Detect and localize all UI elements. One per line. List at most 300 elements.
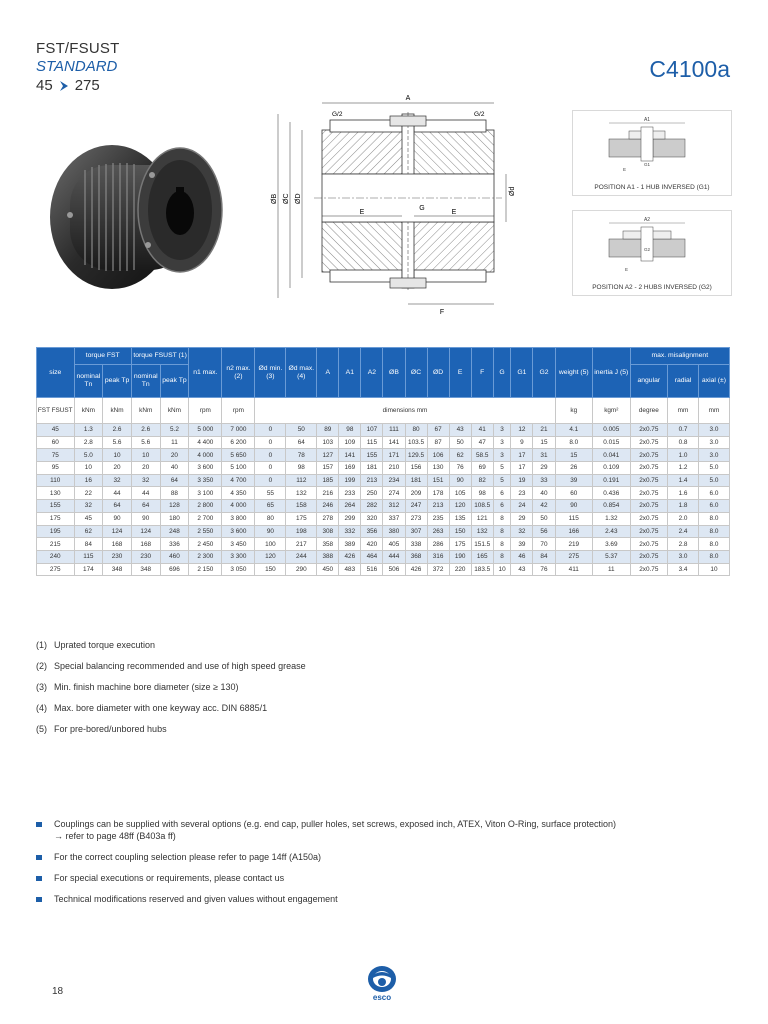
cell-g1: 17 — [511, 462, 533, 475]
cell-f: 58.5 — [471, 449, 493, 462]
cell-g1: 39 — [511, 538, 533, 551]
cell-od-min: 80 — [255, 512, 286, 525]
cell-f: 98 — [471, 487, 493, 500]
dim-bore-label: Ød — [509, 186, 516, 196]
cell-od-min: 0 — [255, 424, 286, 437]
cell-radial: 3.4 — [668, 563, 699, 576]
cell-a1: 332 — [339, 525, 361, 538]
cell-axial: 10 — [698, 563, 729, 576]
cell-axial: 8.0 — [698, 525, 729, 538]
table-row — [37, 512, 730, 525]
cell-a1: 426 — [339, 550, 361, 563]
position-a2-sketch — [573, 211, 731, 275]
cell-radial: 1.4 — [668, 474, 699, 487]
cell-angular: 2x0.75 — [630, 512, 668, 525]
cell-g: 5 — [493, 462, 511, 475]
cell-fsust-nominal: 124 — [131, 525, 160, 538]
bullet-item — [36, 818, 616, 842]
cell-g2: 15 — [533, 436, 555, 449]
table-row — [37, 436, 730, 449]
cell-e: 175 — [449, 538, 471, 551]
position-a1-diagram — [572, 110, 732, 196]
cell-inertia: 5.37 — [593, 550, 631, 563]
arrow-right-icon — [59, 80, 69, 92]
cell-g2: 50 — [533, 512, 555, 525]
bullet-text: For the correct coupling selection please refer to page 14ff (A150a) — [54, 852, 321, 862]
footnote-text: Min. finish machine bore diameter (size ≥ 130) — [54, 682, 239, 692]
cell-fst-nominal: 10 — [74, 462, 103, 475]
footnote-text: Uprated torque execution — [54, 640, 156, 650]
range-from: 45 — [36, 77, 53, 94]
cell-fsust-peak: 460 — [160, 550, 189, 563]
unit-knm: kNm — [131, 398, 160, 424]
col-a1: A1 — [339, 348, 361, 398]
cell-n2: 5 100 — [222, 462, 255, 475]
cell-g: 10 — [493, 563, 511, 576]
cell-oc: 209 — [405, 487, 427, 500]
cell-fst-nominal: 62 — [74, 525, 103, 538]
cell-fst-peak: 90 — [103, 512, 132, 525]
cell-inertia: 0.854 — [593, 500, 631, 513]
cell-a: 278 — [317, 512, 339, 525]
cell-radial: 2.0 — [668, 512, 699, 525]
a1-dim-label: A1 — [643, 117, 651, 123]
cell-fst-nominal: 84 — [74, 538, 103, 551]
cell-e: 135 — [449, 512, 471, 525]
col-g2: G2 — [533, 348, 555, 398]
cell-fst-peak: 168 — [103, 538, 132, 551]
cell-fsust-nominal: 2.6 — [131, 424, 160, 437]
cell-size: 175 — [37, 512, 75, 525]
cell-a2: 420 — [361, 538, 383, 551]
position-a1-caption: POSITION A1 - 1 HUB INVERSED (G1) — [594, 184, 710, 191]
cell-weight: 39 — [555, 474, 593, 487]
cell-e: 120 — [449, 500, 471, 513]
cell-a1: 389 — [339, 538, 361, 551]
unit-rpm: rpm — [222, 398, 255, 424]
cell-inertia: 3.69 — [593, 538, 631, 551]
cell-n1: 3 100 — [189, 487, 222, 500]
cell-fst-peak: 230 — [103, 550, 132, 563]
cell-ob: 405 — [383, 538, 405, 551]
cell-a2: 107 — [361, 424, 383, 437]
cell-size: 195 — [37, 525, 75, 538]
cell-radial: 0.7 — [668, 424, 699, 437]
cell-a1: 199 — [339, 474, 361, 487]
coupling-section-drawing — [262, 92, 558, 318]
cell-od-max: 198 — [286, 525, 317, 538]
cell-od: 130 — [427, 462, 449, 475]
cell-od-max: 175 — [286, 512, 317, 525]
cell-oc: 426 — [405, 563, 427, 576]
col-radial: radial — [668, 365, 699, 398]
cell-a1: 483 — [339, 563, 361, 576]
esco-logo — [366, 964, 398, 1004]
cell-g2: 56 — [533, 525, 555, 538]
cell-g1: 19 — [511, 474, 533, 487]
cell-a2: 356 — [361, 525, 383, 538]
dim-g2-left-label: G/2 — [332, 111, 343, 118]
cell-fst-nominal: 115 — [74, 550, 103, 563]
cell-fst-peak: 44 — [103, 487, 132, 500]
cell-fsust-peak: 11 — [160, 436, 189, 449]
cell-g2: 84 — [533, 550, 555, 563]
cell-fst-nominal: 1.3 — [74, 424, 103, 437]
cell-ob: 506 — [383, 563, 405, 576]
cell-a2: 115 — [361, 436, 383, 449]
cell-angular: 2x0.75 — [630, 500, 668, 513]
range-to: 275 — [74, 77, 100, 94]
cell-od: 87 — [427, 436, 449, 449]
col-a: A — [317, 348, 339, 398]
cell-n2: 5 650 — [222, 449, 255, 462]
cell-n1: 2 550 — [189, 525, 222, 538]
dim-g-label: G — [419, 205, 425, 212]
cell-f: 82 — [471, 474, 493, 487]
cell-a2: 320 — [361, 512, 383, 525]
cell-n1: 2 300 — [189, 550, 222, 563]
cell-inertia: 0.015 — [593, 436, 631, 449]
cell-inertia: 0.005 — [593, 424, 631, 437]
cell-a2: 464 — [361, 550, 383, 563]
cell-weight: 166 — [555, 525, 593, 538]
esco-logo-icon — [366, 964, 398, 994]
col-f: F — [471, 348, 493, 398]
col-torque-fst: torque FST — [74, 348, 131, 365]
cell-fst-peak: 5.6 — [103, 436, 132, 449]
col-a2: A2 — [361, 348, 383, 398]
cell-angular: 2x0.75 — [630, 550, 668, 563]
cell-fst-nominal: 2.8 — [74, 436, 103, 449]
a1-g-label: G1 — [643, 162, 651, 167]
cell-a2: 213 — [361, 474, 383, 487]
cell-weight: 411 — [555, 563, 593, 576]
dim-a-label: A — [405, 95, 411, 102]
cell-f: 108.5 — [471, 500, 493, 513]
cell-ob: 141 — [383, 436, 405, 449]
cell-od-min: 0 — [255, 462, 286, 475]
cell-fst-nominal: 16 — [74, 474, 103, 487]
cell-a: 216 — [317, 487, 339, 500]
cell-ob: 274 — [383, 487, 405, 500]
cell-a1: 264 — [339, 500, 361, 513]
cell-g1: 23 — [511, 487, 533, 500]
cell-od-min: 0 — [255, 436, 286, 449]
cell-weight: 60 — [555, 487, 593, 500]
size-range — [36, 76, 119, 96]
cell-fst-peak: 32 — [103, 474, 132, 487]
cell-g: 8 — [493, 550, 511, 563]
cell-a: 89 — [317, 424, 339, 437]
cell-fsust-peak: 5.2 — [160, 424, 189, 437]
cell-g2: 31 — [533, 449, 555, 462]
cell-radial: 3.0 — [668, 550, 699, 563]
cell-fsust-peak: 336 — [160, 538, 189, 551]
cell-a1: 169 — [339, 462, 361, 475]
dim-g2-right-label: G/2 — [474, 111, 485, 118]
cell-od-max: 50 — [286, 424, 317, 437]
cell-od: 316 — [427, 550, 449, 563]
cell-n1: 2 800 — [189, 500, 222, 513]
cell-fsust-nominal: 90 — [131, 512, 160, 525]
cell-n1: 5 000 — [189, 424, 222, 437]
bullet-item — [36, 851, 616, 863]
cell-weight: 219 — [555, 538, 593, 551]
table-row — [37, 500, 730, 513]
cell-od-min: 120 — [255, 550, 286, 563]
cell-od-min: 65 — [255, 500, 286, 513]
cell-f: 41 — [471, 424, 493, 437]
cell-fsust-nominal: 168 — [131, 538, 160, 551]
cell-od: 286 — [427, 538, 449, 551]
dim-f-label: F — [439, 309, 445, 316]
col-od-max: Ød max. (4) — [286, 348, 317, 398]
cell-fsust-nominal: 44 — [131, 487, 160, 500]
cell-oc: 247 — [405, 500, 427, 513]
cell-radial: 1.0 — [668, 449, 699, 462]
table-row — [37, 487, 730, 500]
cell-oc: 103.5 — [405, 436, 427, 449]
cell-fsust-peak: 180 — [160, 512, 189, 525]
cell-f: 69 — [471, 462, 493, 475]
page-number: 18 — [52, 986, 64, 997]
cell-fst-peak: 10 — [103, 449, 132, 462]
cell-oc: 129.5 — [405, 449, 427, 462]
col-fsust-nominal: nominal Tn — [131, 365, 160, 398]
cell-fsust-nominal: 20 — [131, 462, 160, 475]
cell-ob: 171 — [383, 449, 405, 462]
cell-axial: 8.0 — [698, 550, 729, 563]
cell-a: 103 — [317, 436, 339, 449]
cell-a: 388 — [317, 550, 339, 563]
cell-od: 213 — [427, 500, 449, 513]
cell-fsust-nominal: 10 — [131, 449, 160, 462]
cell-oc: 307 — [405, 525, 427, 538]
cell-axial: 8.0 — [698, 538, 729, 551]
cell-od-max: 217 — [286, 538, 317, 551]
series-subtitle: STANDARD — [36, 58, 118, 75]
cell-weight: 275 — [555, 550, 593, 563]
cell-angular: 2x0.75 — [630, 436, 668, 449]
cell-g: 8 — [493, 538, 511, 551]
footnote — [36, 680, 306, 701]
cell-size: 75 — [37, 449, 75, 462]
cell-f: 47 — [471, 436, 493, 449]
cell-weight: 8.0 — [555, 436, 593, 449]
cell-g: 8 — [493, 512, 511, 525]
cell-od-max: 112 — [286, 474, 317, 487]
cell-e: 150 — [449, 525, 471, 538]
cell-f: 151.5 — [471, 538, 493, 551]
cell-fsust-nominal: 64 — [131, 500, 160, 513]
footnote-text: Max. bore diameter with one keyway acc. DIN 6885/1 — [54, 703, 268, 713]
cell-n2: 4 350 — [222, 487, 255, 500]
dim-ob-label: ØB — [271, 193, 278, 204]
cell-angular: 2x0.75 — [630, 424, 668, 437]
col-fst-peak: peak Tp — [103, 365, 132, 398]
cell-g2: 42 — [533, 500, 555, 513]
cell-axial: 3.0 — [698, 449, 729, 462]
cell-radial: 2.8 — [668, 538, 699, 551]
cell-f: 165 — [471, 550, 493, 563]
col-ob: ØB — [383, 348, 405, 398]
cell-axial: 5.0 — [698, 462, 729, 475]
bullet-text: Technical modifications reserved and given values without engagement — [54, 894, 338, 904]
bullet-item — [36, 872, 616, 884]
col-inertia: inertia J (5) — [593, 348, 631, 398]
cell-inertia: 0.109 — [593, 462, 631, 475]
cell-od-min: 100 — [255, 538, 286, 551]
col-g: G — [493, 348, 511, 398]
cell-f: 121 — [471, 512, 493, 525]
cell-a: 157 — [317, 462, 339, 475]
cell-a: 450 — [317, 563, 339, 576]
cell-a: 358 — [317, 538, 339, 551]
footnotes — [36, 638, 306, 743]
cell-e: 190 — [449, 550, 471, 563]
cell-a1: 233 — [339, 487, 361, 500]
col-e: E — [449, 348, 471, 398]
cell-od: 178 — [427, 487, 449, 500]
bullet-square-icon — [36, 876, 42, 881]
cell-g: 3 — [493, 424, 511, 437]
cell-oc: 181 — [405, 474, 427, 487]
cell-ob: 380 — [383, 525, 405, 538]
cell-od: 372 — [427, 563, 449, 576]
cell-fsust-nominal: 5.6 — [131, 436, 160, 449]
footnote-number: (3) — [36, 682, 47, 692]
cell-g2: 70 — [533, 538, 555, 551]
cell-a2: 181 — [361, 462, 383, 475]
cell-g2: 21 — [533, 424, 555, 437]
cell-ob: 444 — [383, 550, 405, 563]
footnote — [36, 701, 306, 722]
table-row — [37, 462, 730, 475]
cell-g: 5 — [493, 474, 511, 487]
dim-e-left-label: E — [359, 209, 365, 216]
cell-fsust-nominal: 348 — [131, 563, 160, 576]
cell-ob: 234 — [383, 474, 405, 487]
cell-g1: 29 — [511, 512, 533, 525]
cell-od-min: 0 — [255, 474, 286, 487]
cell-a2: 250 — [361, 487, 383, 500]
cell-angular: 2x0.75 — [630, 462, 668, 475]
cell-od-max: 244 — [286, 550, 317, 563]
cell-a1: 141 — [339, 449, 361, 462]
cell-fsust-peak: 696 — [160, 563, 189, 576]
cell-e: 62 — [449, 449, 471, 462]
cell-fst-peak: 348 — [103, 563, 132, 576]
cell-oc: 80 — [405, 424, 427, 437]
unit-knm: kNm — [103, 398, 132, 424]
cell-fst-nominal: 32 — [74, 500, 103, 513]
cell-fsust-peak: 20 — [160, 449, 189, 462]
cell-weight: 90 — [555, 500, 593, 513]
col-n1: n1 max. — [189, 348, 222, 398]
col-od-min: Ød min. (3) — [255, 348, 286, 398]
col-fst-nominal: nominal Tn — [74, 365, 103, 398]
cell-a1: 109 — [339, 436, 361, 449]
cell-inertia: 0.436 — [593, 487, 631, 500]
cell-fsust-peak: 88 — [160, 487, 189, 500]
cell-od: 151 — [427, 474, 449, 487]
bullet-square-icon — [36, 855, 42, 860]
cell-od: 106 — [427, 449, 449, 462]
cell-ob: 111 — [383, 424, 405, 437]
cell-n1: 3 600 — [189, 462, 222, 475]
catalog-code: C4100a — [649, 56, 730, 82]
cell-g: 6 — [493, 500, 511, 513]
cell-g2: 40 — [533, 487, 555, 500]
cell-angular: 2x0.75 — [630, 474, 668, 487]
cell-a: 185 — [317, 474, 339, 487]
cell-f: 183.5 — [471, 563, 493, 576]
cell-fst-nominal: 45 — [74, 512, 103, 525]
cell-od-max: 78 — [286, 449, 317, 462]
cell-ob: 210 — [383, 462, 405, 475]
cell-od-max: 290 — [286, 563, 317, 576]
cell-od-max: 158 — [286, 500, 317, 513]
cell-fsust-peak: 248 — [160, 525, 189, 538]
table-row — [37, 474, 730, 487]
footnote — [36, 638, 306, 659]
cell-n1: 3 350 — [189, 474, 222, 487]
cell-size: 110 — [37, 474, 75, 487]
cell-inertia: 0.191 — [593, 474, 631, 487]
cell-n2: 3 600 — [222, 525, 255, 538]
cell-od: 235 — [427, 512, 449, 525]
position-a1-sketch — [573, 111, 731, 175]
col-axial: axial (±) — [698, 365, 729, 398]
cell-fst-peak: 2.6 — [103, 424, 132, 437]
footnote — [36, 659, 306, 680]
footnote-number: (1) — [36, 640, 47, 650]
cell-oc: 338 — [405, 538, 427, 551]
cell-size: 45 — [37, 424, 75, 437]
table-row — [37, 424, 730, 437]
position-a2-diagram — [572, 210, 732, 296]
cell-e: 50 — [449, 436, 471, 449]
cell-fsust-nominal: 32 — [131, 474, 160, 487]
cell-fst-peak: 20 — [103, 462, 132, 475]
cell-e: 105 — [449, 487, 471, 500]
unit-mm: mm — [668, 398, 699, 424]
a1-e-label: E — [623, 167, 627, 172]
cell-n1: 4 400 — [189, 436, 222, 449]
cell-oc: 156 — [405, 462, 427, 475]
dim-od-label: ØD — [295, 193, 302, 204]
unit-knm: kNm — [74, 398, 103, 424]
dim-oc-label: ØC — [283, 193, 290, 204]
cell-a2: 516 — [361, 563, 383, 576]
cell-angular: 2x0.75 — [630, 449, 668, 462]
cell-g: 3 — [493, 436, 511, 449]
bullet-square-icon — [36, 897, 42, 902]
unit-knm: kNm — [160, 398, 189, 424]
cell-size: 60 — [37, 436, 75, 449]
cell-axial: 6.0 — [698, 487, 729, 500]
cell-g1: 46 — [511, 550, 533, 563]
cell-size: 275 — [37, 563, 75, 576]
cell-angular: 2x0.75 — [630, 563, 668, 576]
cell-size: 130 — [37, 487, 75, 500]
cell-n2: 6 200 — [222, 436, 255, 449]
cell-axial: 6.0 — [698, 500, 729, 513]
cell-a1: 98 — [339, 424, 361, 437]
cell-inertia: 1.32 — [593, 512, 631, 525]
a2-dim-label: A2 — [643, 217, 651, 223]
bullet-text: Couplings can be supplied with several options (e.g. end cap, puller holes, set screws, exposed inch, ATEX, Viton O-Ring, surface protection) — [54, 819, 616, 829]
